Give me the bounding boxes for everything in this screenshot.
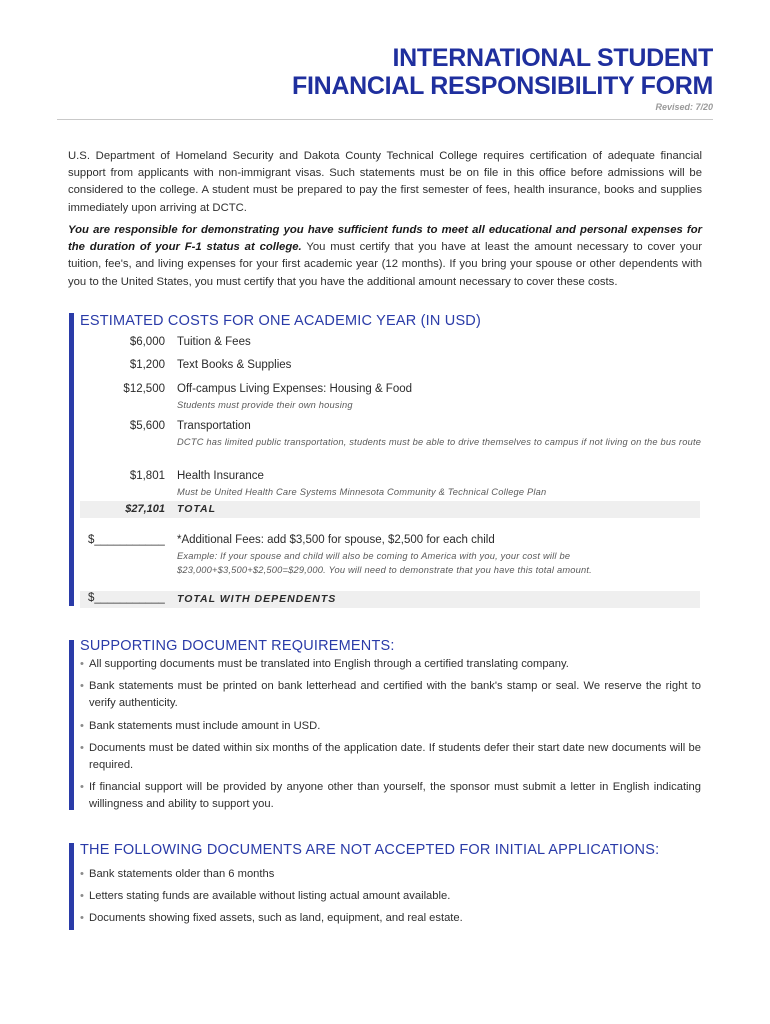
cost-amount: $5,600 <box>129 420 165 432</box>
list-item: • Bank statements must include amount in USD. <box>80 718 701 735</box>
cost-label: Off-campus Living Expenses: Housing & Food <box>177 383 413 395</box>
cost-note: Must be United Health Care Systems Minnesota Community & Technical College Plan <box>177 487 547 497</box>
bullet-icon: • <box>80 680 84 693</box>
not-accepted-section-title: THE FOLLOWING DOCUMENTS ARE NOT ACCEPTED FOR INITIAL APPLICATIONS: <box>80 842 660 858</box>
bullet-icon: • <box>80 741 84 754</box>
cost-amount: $1,200 <box>129 359 165 371</box>
supporting-section-bar <box>69 640 74 810</box>
bullet-icon: • <box>80 868 84 880</box>
form-header <box>292 44 713 112</box>
list-item: • Documents showing fixed assets, such as land, equipment, and real estate. <box>80 910 701 927</box>
additional-fees-label: *Additional Fees: add $3,500 for spouse, $2,500 for each child <box>177 534 495 546</box>
total-dependents-label: TOTAL WITH DEPENDENTS <box>177 593 337 605</box>
bullet-icon: • <box>80 781 84 794</box>
not-accepted-list <box>80 866 701 928</box>
costs-section-title: ESTIMATED COSTS FOR ONE ACADEMIC YEAR (IN USD) <box>80 313 482 329</box>
revision-date: Revised: 7/20 <box>655 102 713 112</box>
bullet-icon: • <box>80 719 84 732</box>
intro-paragraph: U.S. Department of Homeland Security and Dakota County Technical College requires certification of adequate financial support from applicants with non-immigrant visas. Such statements must be on file in this office before admissions will be considered to the college. A student must be prepared to pay the first semester of fees, health insurance, books and supplies immediately upon arriving at DCTC. <box>68 150 702 214</box>
not-accepted-section-bar <box>69 843 74 930</box>
list-item: • All supporting documents must be translated into English through a certified translating company. <box>80 656 701 673</box>
list-item: • Bank statements older than 6 months <box>80 866 701 883</box>
responsibility-detail: You must certify that you have at least the amount necessary to cover your tuition, fee's, and living expenses for your first academic year (12 months). If you bring your spouse or other dependents with you to the United States, you must certify that you have the additional amount necessary to cover these costs. <box>68 241 702 288</box>
additional-fees-note: Example: If your spouse and child will also be coming to America with you, your cost will be $23,000+$3,500+$2,500=$29,000. You will need to demonstrate that you have this total amount. <box>177 551 592 575</box>
responsibility-paragraph <box>68 222 702 291</box>
cost-amount: $6,000 <box>129 336 165 348</box>
additional-fees-blank[interactable]: $___________ <box>88 534 165 546</box>
bullet-icon: • <box>80 890 84 903</box>
cost-note: Students must provide their own housing <box>177 400 353 410</box>
page-title-line2: FINANCIAL RESPONSIBILITY FORM <box>292 72 713 100</box>
cost-amount: $1,801 <box>129 470 165 482</box>
cost-label: Tuition & Fees <box>177 336 251 348</box>
total-amount: $27,101 <box>125 503 165 515</box>
total-dependents-row <box>80 591 700 608</box>
cost-label: Text Books & Supplies <box>177 359 292 371</box>
total-label: TOTAL <box>177 503 217 515</box>
responsibility-emphasis: You are responsible for demonstrating you have sufficient funds to meet all educational and personal expenses for the duration of your F-1 status at college. <box>68 224 702 254</box>
list-item: • Bank statements must be printed on bank letterhead and certified with the bank's stamp or seal. We reserve the right to verify authenticity. <box>80 680 701 710</box>
supporting-section-title: SUPPORTING DOCUMENT REQUIREMENTS: <box>80 638 395 654</box>
cost-note: DCTC has limited public transportation, students must be able to drive themselves to campus if not living on the bus route <box>177 437 702 447</box>
list-item: • Letters stating funds are available without listing actual amount available. <box>80 888 701 905</box>
total-row <box>80 501 700 518</box>
bullet-icon: • <box>80 658 84 670</box>
bullet-icon: • <box>80 912 84 925</box>
cost-amount: $12,500 <box>123 383 165 395</box>
cost-label: Health Insurance <box>177 470 264 482</box>
total-dependents-blank[interactable]: $___________ <box>88 592 165 604</box>
cost-label: Transportation <box>177 420 251 432</box>
costs-section-bar <box>69 313 74 606</box>
list-item: • If financial support will be provided by anyone other than yourself, the sponsor must submit a letter in English indicating willingness and ability to support you. <box>80 781 701 811</box>
header-divider <box>57 119 713 120</box>
list-item: • Documents must be dated within six months of the application date. If students defer their start date new documents will be required. <box>80 741 701 772</box>
page-title-line1: INTERNATIONAL STUDENT <box>392 44 713 72</box>
supporting-list <box>80 656 701 814</box>
